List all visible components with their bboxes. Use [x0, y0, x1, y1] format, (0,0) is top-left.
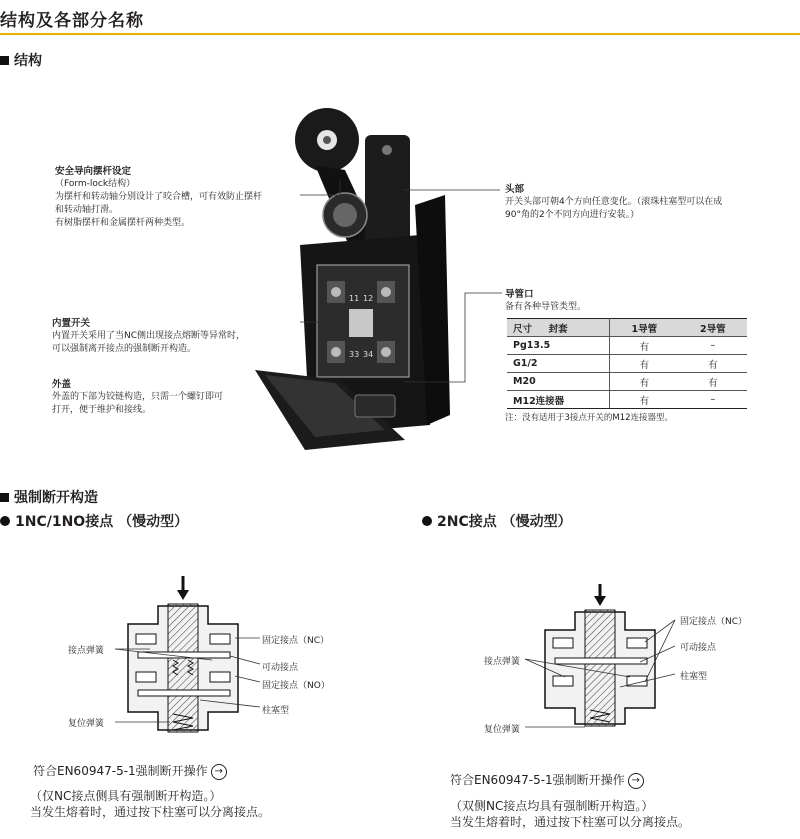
label-movable-left: 可动接点: [262, 663, 299, 673]
label-contact-spring-left: 接点弹簧: [68, 646, 105, 656]
label-return-spring-left: 复位弹簧: [68, 719, 105, 729]
table-cell: M12连接器: [507, 391, 610, 409]
label-fixed-nc-right: 固定接点（NC）: [680, 617, 748, 627]
label-return-spring-right: 复位弹簧: [484, 725, 521, 735]
table-row: [507, 337, 747, 355]
terminal-12: 12: [363, 294, 374, 303]
table-row: [507, 391, 747, 409]
callout-cover-title: 外盖: [52, 379, 72, 390]
section-forced-title: 强制断开构造: [14, 490, 98, 506]
section-structure-title: 结构: [14, 53, 42, 69]
caption-left: [33, 762, 227, 780]
table-row: [507, 355, 747, 373]
subsection-right-title: 2NC接点 （慢动型）: [437, 514, 572, 530]
callout-builtin-switch-title: 内置开关: [52, 318, 91, 329]
callout-line: 外盖的下部为铰链构造，只需一个螺钉即可: [52, 392, 224, 402]
label-contact-spring-right: 接点弹簧: [484, 657, 521, 667]
callout-line: 可以强制离开接点的强制断开构造。: [52, 344, 197, 354]
table-note: 注：没有适用于3接点开关的M12连接器型。: [505, 413, 674, 423]
forced-operation-icon: →: [628, 773, 644, 789]
table-header-cell: 2导管: [679, 319, 747, 337]
table-cell: –: [679, 337, 747, 355]
table-cell: –: [679, 391, 747, 409]
callout-conduit-title: 导管口: [505, 289, 534, 300]
table-cell: 有: [610, 355, 679, 373]
page-title: 结构及各部分名称: [0, 11, 144, 31]
callout-line: 开关头部可朝4个方向任意变化。（滚珠柱塞型可以在成: [505, 197, 723, 207]
callout-line: 内置开关采用了当NC侧出现接点熔断等异常时，: [52, 331, 246, 341]
callout-line: 打开，便于维护和接线。: [52, 405, 152, 415]
note-left-1: （仅NC接点侧具有强制断开构造。）: [30, 789, 222, 803]
table-cell: 有: [679, 355, 747, 373]
table-cell: M20: [507, 373, 610, 391]
dot-bullet-icon: [422, 516, 432, 526]
callout-head-title: 头部: [505, 184, 525, 195]
forced-operation-icon: →: [211, 764, 227, 780]
press-arrow-icon: [594, 596, 606, 606]
caption-right: [450, 771, 644, 789]
table-cell: Pg13.5: [507, 337, 610, 355]
terminal-11: 11: [349, 294, 360, 303]
label-plunger-left: 柱塞型: [262, 706, 290, 716]
subsection-left-title: 1NC/1NO接点 （慢动型）: [15, 514, 189, 530]
callout-form-lock-title: 安全导向摆杆设定: [55, 166, 132, 177]
square-bullet-icon: [0, 493, 9, 502]
table-header-cell: 1导管: [610, 319, 679, 337]
callout-line: （Form-lock结构）: [55, 179, 136, 189]
caption-right-text: 符合EN60947-5-1强制断开操作: [450, 773, 625, 787]
label-fixed-no-left: 固定接点（NO）: [262, 681, 330, 691]
diagram-1nc-1no: [60, 572, 360, 747]
table-cell: 有: [610, 391, 679, 409]
callout-line: 备有各种导管类型。: [505, 302, 587, 312]
label-movable-right: 可动接点: [680, 643, 717, 653]
press-arrow-icon: [177, 590, 189, 600]
callout-line: 和转动轴打滑。: [55, 205, 119, 215]
note-left-2: 当发生熔着时，通过按下柱塞可以分离接点。: [30, 805, 271, 819]
label-fixed-nc-left: 固定接点（NC）: [262, 636, 330, 646]
table-header-cell: 尺寸 封套: [507, 319, 610, 337]
table-cell: 有: [679, 373, 747, 391]
table-cell: 有: [610, 337, 679, 355]
callout-line: 为摆杆和转动轴分别设计了咬合槽，可有效防止摆杆: [55, 192, 263, 202]
callout-line: 有树脂摆杆和金属摆杆两种类型。: [55, 218, 191, 228]
subsection-right: [422, 511, 572, 531]
subsection-left: [0, 511, 188, 531]
note-right-2: 当发生熔着时，通过按下柱塞可以分离接点。: [450, 815, 691, 829]
dot-bullet-icon: [0, 516, 10, 526]
caption-left-text: 符合EN60947-5-1强制断开操作: [33, 764, 208, 778]
table-header-row: [507, 319, 747, 337]
table-cell: 有: [610, 373, 679, 391]
conduit-table: [507, 318, 747, 409]
table-row: [507, 373, 747, 391]
section-forced-heading: [0, 487, 98, 507]
terminal-34: 34: [363, 350, 374, 359]
table-cell: G1/2: [507, 355, 610, 373]
label-plunger-right: 柱塞型: [680, 672, 708, 682]
note-right-1: （双侧NC接点均具有强制断开构造。）: [450, 799, 654, 813]
terminal-33: 33: [349, 350, 360, 359]
callout-line: 90°角的2个不同方向进行安装。）: [505, 210, 640, 220]
